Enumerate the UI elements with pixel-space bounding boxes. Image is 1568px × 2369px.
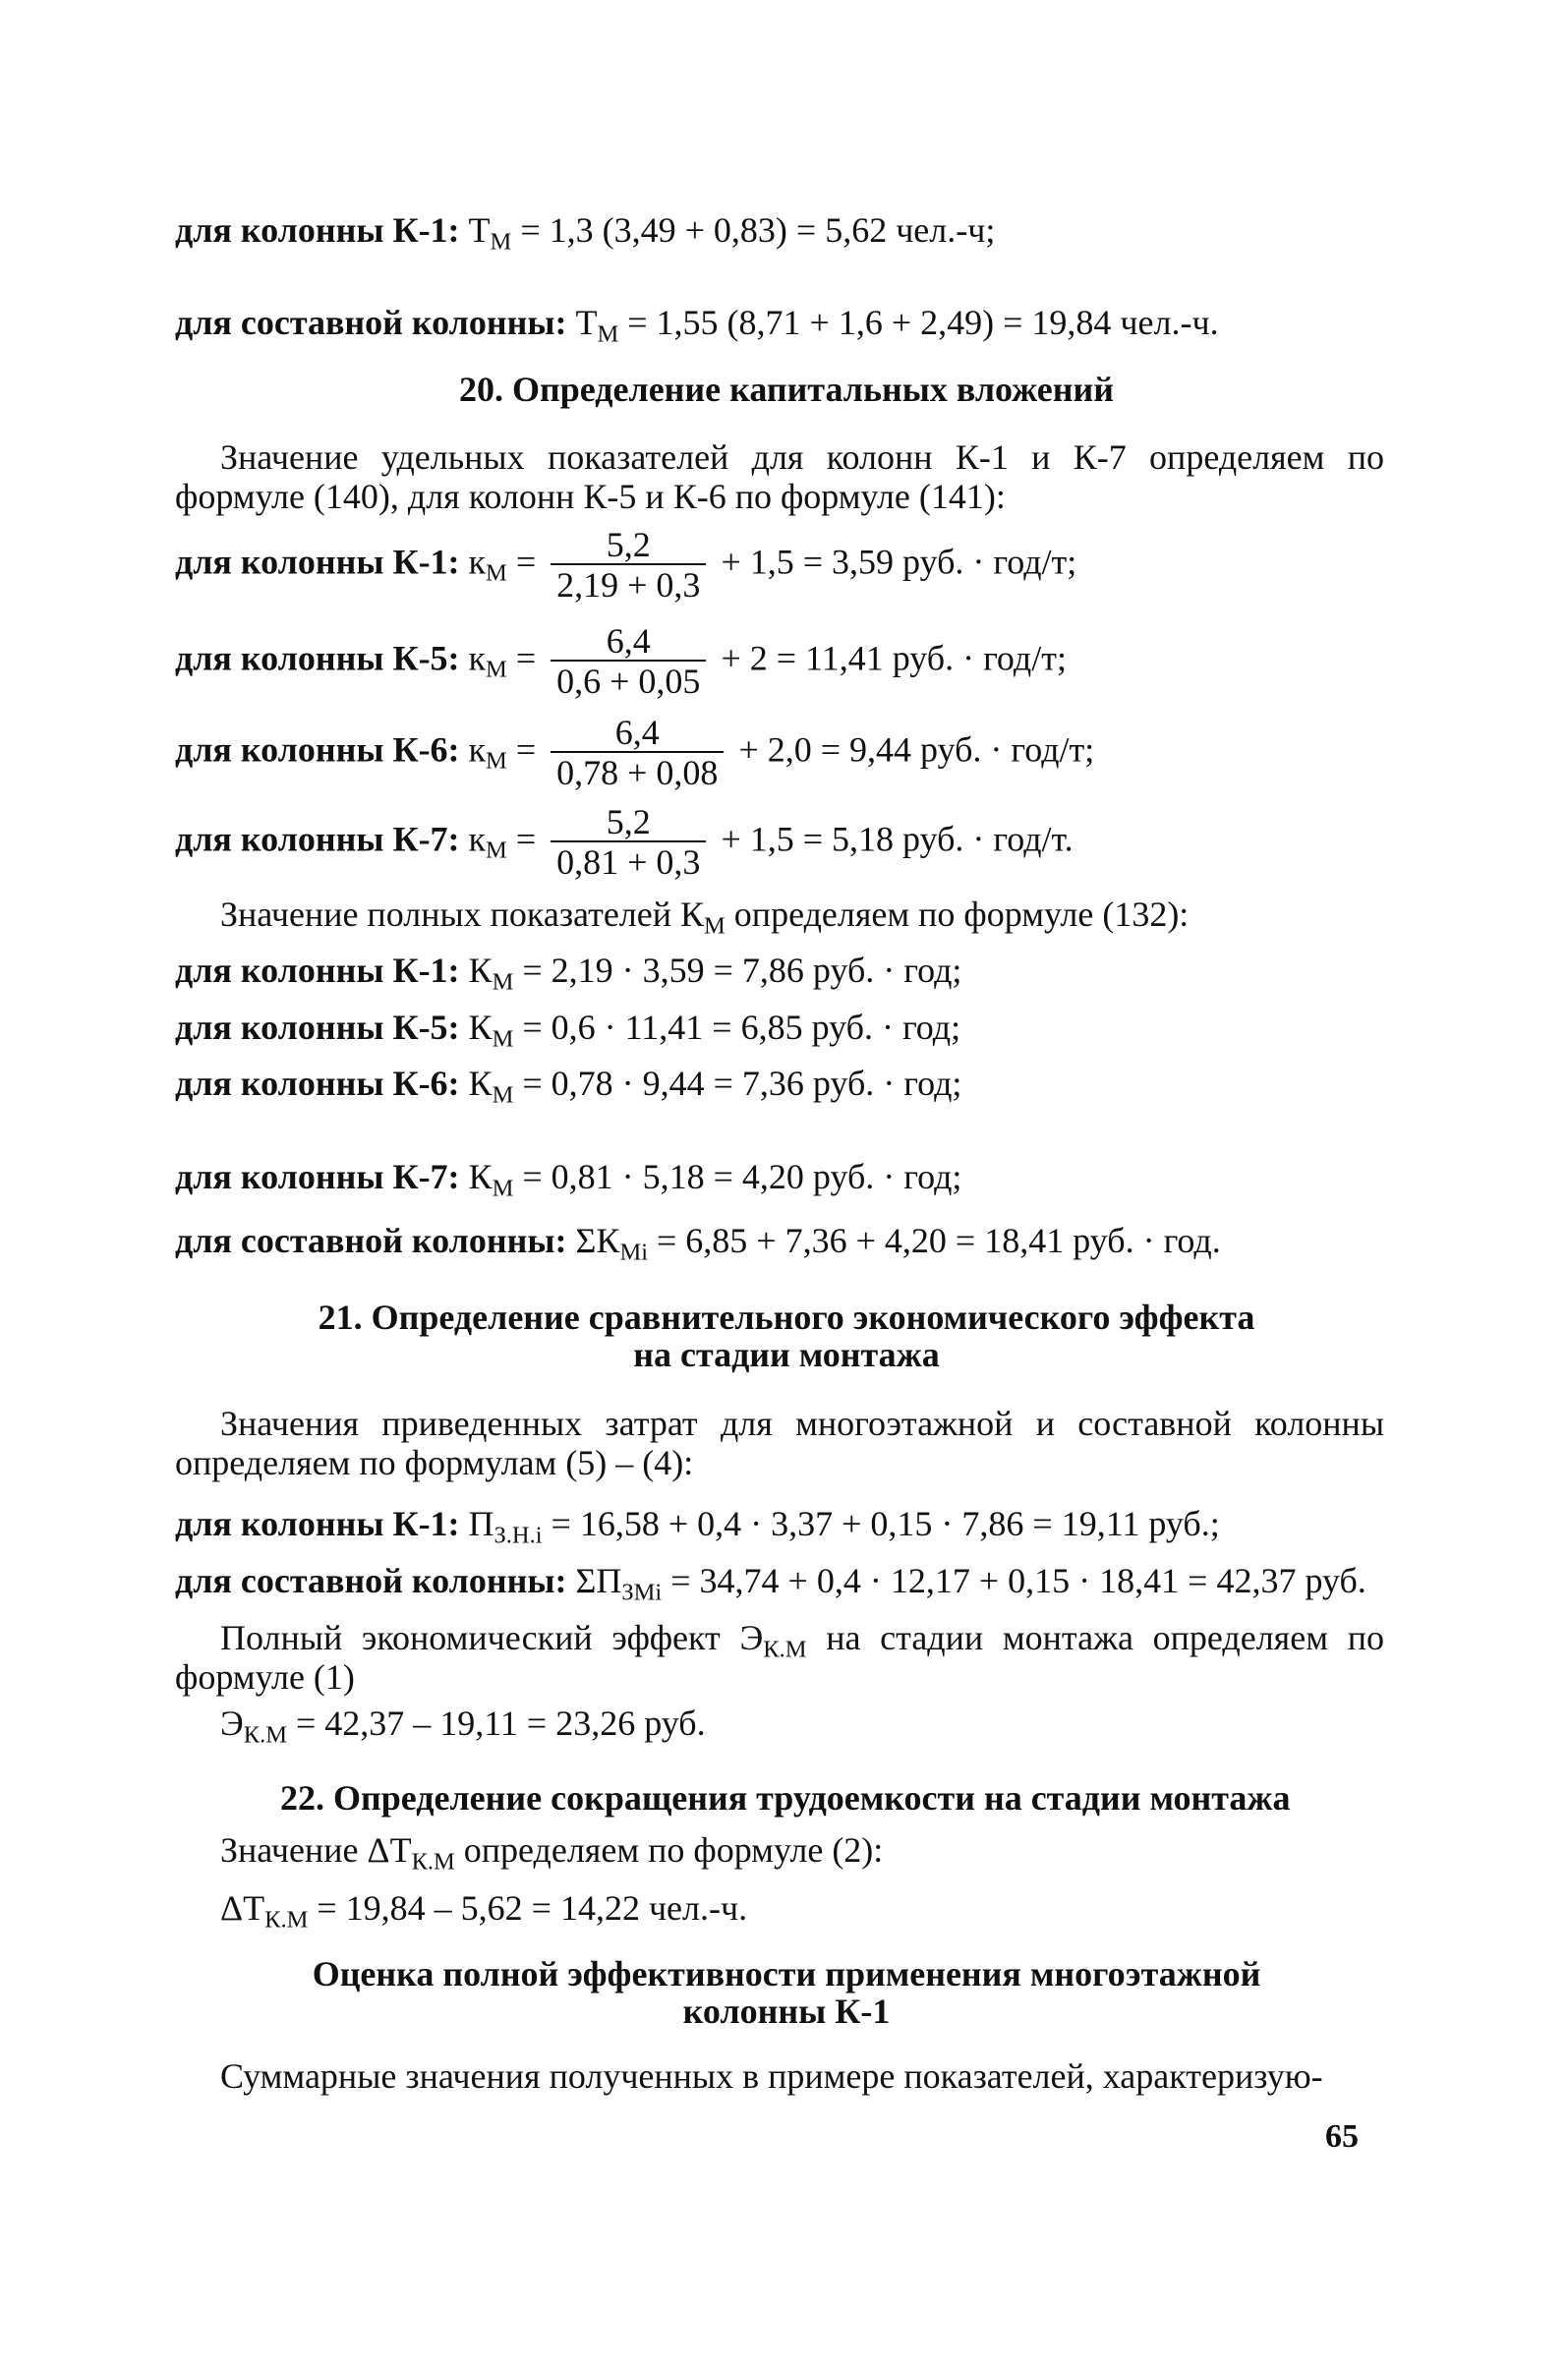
assessment-heading-line2: колонны К-1: [682, 1992, 891, 2031]
assessment-heading-line1: Оценка полной эффективности применения многоэтажной: [312, 1954, 1261, 1993]
fraction: $\frac{5,2}{0,81 + 0,3}$: [551, 803, 706, 882]
section-20-heading: 20. Определение капитальных вложений: [459, 370, 1114, 409]
section-22-equation: $\Delta Т_{К.М} = 19,84 - 5,62 = 14,22$ чел.-ч.: [220, 1888, 748, 1934]
effect-equation: $Э_{К.М} = 42,37 - 19,11 = 23,26$ руб.: [220, 1704, 706, 1749]
fraction: $\frac{6,4}{0,78 + 0,08}$: [551, 714, 724, 792]
page-number: 65: [1325, 2118, 1359, 2155]
specific-k1: для колонны К-1: $к_М$ = $\frac{5,2}{2,19 + 0,3}$ + 1,5 = 3,59 руб. · год/т;: [175, 525, 1077, 605]
section-21-intro: Значения приведенных затрат для многоэтажной и составной колонны определяем по формулам (5) – (4):: [175, 1404, 1384, 1482]
specific-k5: для колонны К-5: $к_М$ = $\frac{6,4}{0,6 + 0,05}$ + 2 = 11,41 руб. · год/т;: [175, 621, 1067, 701]
section-22-intro: Значение $\Delta Т_{К.М}$ определяем по формуле (2):: [220, 1830, 884, 1876]
effect-intro: Полный экономический эффект $Э_{К.М}$ на стадии монтажа определяем по формуле (1): [175, 1618, 1384, 1697]
section-20-intro: Значение удельных показателей для колонн К-1 и К-7 определяем по формуле (140), для колонн К-5 и К-6 по формуле (141):: [175, 437, 1384, 516]
section-21-heading-line1: 21. Определение сравнительного экономического эффекта: [318, 1298, 1255, 1337]
fraction: $\frac{6,4}{0,6 + 0,05}$: [551, 622, 706, 701]
full-composite: для составной колонны: $\Sigma К_{Мi} = 6,85 + 7,36 + 4,20 = 18,41$ руб. · год.: [175, 1221, 1221, 1266]
full-indicators-intro: Значение полных показателей $К_М$ определяем по формуле (132):: [220, 895, 1190, 940]
cost-k1: для колонны К-1: $П_{З.Н.i} = 16,58 + 0,4 \cdot 3,37 + 0,15 \cdot 7,86 = 19,11$ руб.;: [175, 1504, 1220, 1549]
fraction: $\frac{5,2}{2,19 + 0,3}$: [551, 526, 706, 605]
label: для составной колонны:: [175, 303, 567, 342]
section-21-heading-line2: на стадии монтажа: [633, 1335, 940, 1374]
label: для колонны К-1:: [175, 210, 460, 250]
labor-formula-k1: для колонны К-1: $Т_М = 1,3$ (3,49 + 0,83) = 5,62 чел.-ч;: [175, 210, 996, 256]
full-k6: для колонны К-6: $К_М = 0,78 \cdot 9,44 = 7,36$ руб. · год;: [175, 1064, 962, 1109]
specific-k6: для колонны К-6: $к_М$ = $\frac{6,4}{0,78 + 0,08}$ + 2,0 = 9,44 руб. · год/т;: [175, 713, 1095, 792]
section-22-heading: 22. Определение сокращения трудоемкости на стадии монтажа: [280, 1778, 1291, 1818]
full-k5: для колонны К-5: $К_М = 0,6 \cdot 11,41 = 6,85$ руб. · год;: [175, 1008, 961, 1053]
assessment-text: Суммарные значения полученных в примере показателей, характеризую-: [220, 2056, 1323, 2096]
full-k7: для колонны К-7: $К_М = 0,81 \cdot 5,18 = 4,20$ руб. · год;: [175, 1157, 962, 1202]
specific-k7: для колонны К-7: $к_М$ = $\frac{5,2}{0,81 + 0,3}$ + 1,5 = 5,18 руб. · год/т.: [175, 802, 1074, 882]
labor-formula-composite: для составной колонны: $Т_М = 1,55$ (8,71 + 1,6 + 2,49) = 19,84 чел.-ч.: [175, 303, 1219, 348]
cost-composite: для составной колонны: $\Sigma П_{ЗМi} = 34,74 + 0,4 \cdot 12,17 + 0,15 \cdot 18,41 = 42,37$ руб.: [175, 1561, 1366, 1606]
full-k1: для колонны К-1: $К_М = 2,19 \cdot 3,59 = 7,86$ руб. · год;: [175, 951, 962, 996]
